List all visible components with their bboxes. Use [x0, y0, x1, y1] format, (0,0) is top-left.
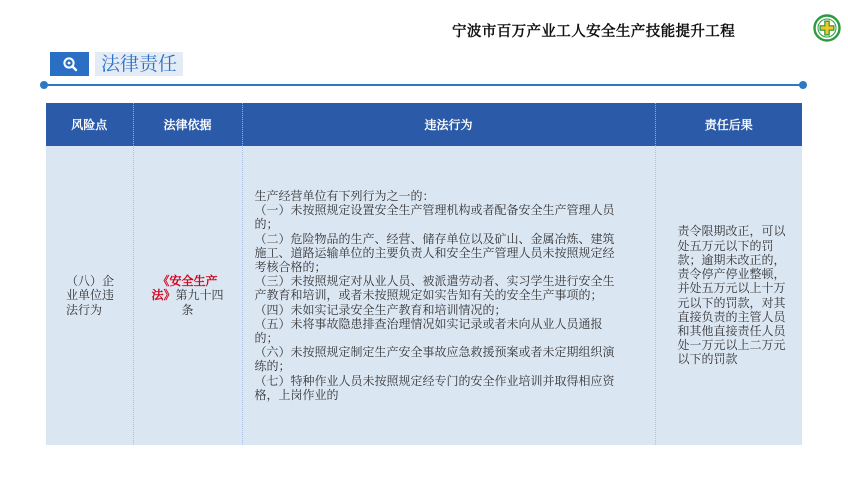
risk-cell	[46, 146, 133, 445]
divider-dot-right	[799, 81, 807, 89]
project-title: 宁波市百万产业工人安全生产技能提升工程	[452, 23, 736, 40]
violation-line: （七）特种作业人员未按照规定经专门的安全作业培训并取得相应资格，上岗作业的	[254, 373, 615, 402]
violation-text	[243, 189, 655, 402]
violation-line: （五）未将事故隐患排查治理情况如实记录或者未向从业人员通报的；	[254, 316, 603, 345]
violation-line: （二）危险物品的生产、经营、储存单位以及矿山、金属冶炼、建筑施工、道路运输单位的主要负责人和安全生产管理人员未按照规定经考核合格的；	[254, 231, 615, 274]
risk-text: （八）企业单位违法行为	[66, 274, 115, 317]
column-header-violation: 违法行为	[242, 103, 655, 146]
search-icon	[50, 52, 89, 76]
section-heading	[50, 52, 183, 76]
violation-cell	[242, 146, 655, 445]
violation-line: （一）未按照规定设置安全生产管理机构或者配备安全生产管理人员的；	[254, 203, 615, 232]
column-header-legal-basis: 法律依据	[133, 103, 242, 146]
law-article: 第九十四条	[175, 288, 224, 317]
safety-cross-logo-icon	[813, 14, 841, 42]
consequence-cell	[655, 146, 802, 445]
consequence-text: 责令限期改正，可以处五万元以下的罚款；逾期未改正的，责令停产停业整顿，并处五万元以上十万元以下的罚款，对其直接负责的主管人员和其他直接责任人员处一万元以上二万元以下的罚款	[677, 224, 786, 367]
legal-basis-cell	[133, 146, 242, 445]
table-row	[46, 146, 802, 445]
legal-liability-table	[46, 103, 802, 445]
divider-line	[44, 84, 802, 86]
column-header-consequence: 责任后果	[655, 103, 802, 146]
violation-line: （三）未按照规定对从业人员、被派遣劳动者、实习学生进行安全生产教育和培训，或者未按照规定如实告知有关的安全生产事项的；	[254, 274, 615, 303]
table-header-row	[46, 103, 802, 146]
law-name: 《安全生产法》	[151, 274, 218, 303]
divider-dot-left	[40, 81, 48, 89]
violation-line: 生产经营单位有下列行为之一的：	[254, 188, 435, 203]
column-header-risk: 风险点	[46, 103, 133, 146]
violation-line: （四）未如实记录安全生产教育和培训情况的；	[254, 302, 507, 317]
legal-basis-text	[134, 274, 242, 317]
violation-line: （六）未按照规定制定生产安全事故应急救援预案或者未定期组织演练的；	[254, 345, 615, 374]
section-title: 法律责任	[95, 52, 183, 76]
